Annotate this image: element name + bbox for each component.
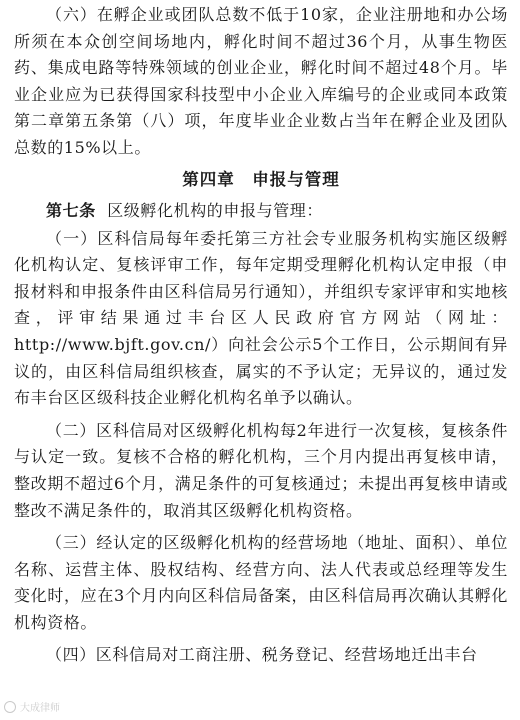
- paragraph-item-one: （一）区科信局每年委托第三方社会专业服务机构实施区级孵化机构认定、复核评审工作，每年定期受理孵化机构认定申报（申报材料和申报条件由区科信局另行通知），并组织专家评审和实地核查，评审结果通过丰台区人民政府官方网站（网址：http://www.bjft.gov.cn/）向社会公示5个工作日，公示期间有异议的，由区科信局组织核查，属实的不予认定；无异议的，通过发布丰台区区级科技企业孵化机构名单予以确认。: [14, 228, 508, 408]
- article-number: 第七条: [46, 200, 96, 220]
- paragraph-item-six: （六）在孵企业或团队总数不低于10家，企业注册地和办公场所须在本众创空间场地内，孵化时间不超过36个月，从事生物医药、集成电路等特殊领域的创业企业，孵化时间不超过48个月。毕业企业应为已获得国家科技型中小企业入库编号的企业或同本政策第二章第五条第（八）项，年度毕业企业数占当年在孵企业及团队总数的15%以上。: [14, 5, 508, 157]
- paragraph-item-two: （二）区科信局对区级孵化机构每2年进行一次复核，复核条件与认定一致。复核不合格的孵化机构，三个月内提出再复核申请，整改期不超过6个月，满足条件的可复核通过；未提出再复核申请或整改不满足条件的，取消其区级孵化机构资格。: [14, 420, 508, 520]
- paragraph-item-three: （三）经认定的区级孵化机构的经营场地（地址、面积）、单位名称、运营主体、股权结构、经营方向、法人代表或总经理等发生变化时，应在3个月内向区科信局备案，由区科信局再次确认其孵化机构资格。: [14, 533, 508, 632]
- chapter-heading: 第四章 申报与管理: [182, 169, 340, 189]
- article-seven-heading: [14, 196, 508, 226]
- circle-logo-icon: [4, 701, 16, 713]
- paragraph-item-four: （四）区科信局对工商注册、税务登记、经营场地迁出丰台: [46, 645, 478, 665]
- watermark: [4, 699, 60, 714]
- article-text: 区级孵化机构的申报与管理：: [107, 200, 323, 220]
- watermark-text: 大成律师: [20, 703, 60, 714]
